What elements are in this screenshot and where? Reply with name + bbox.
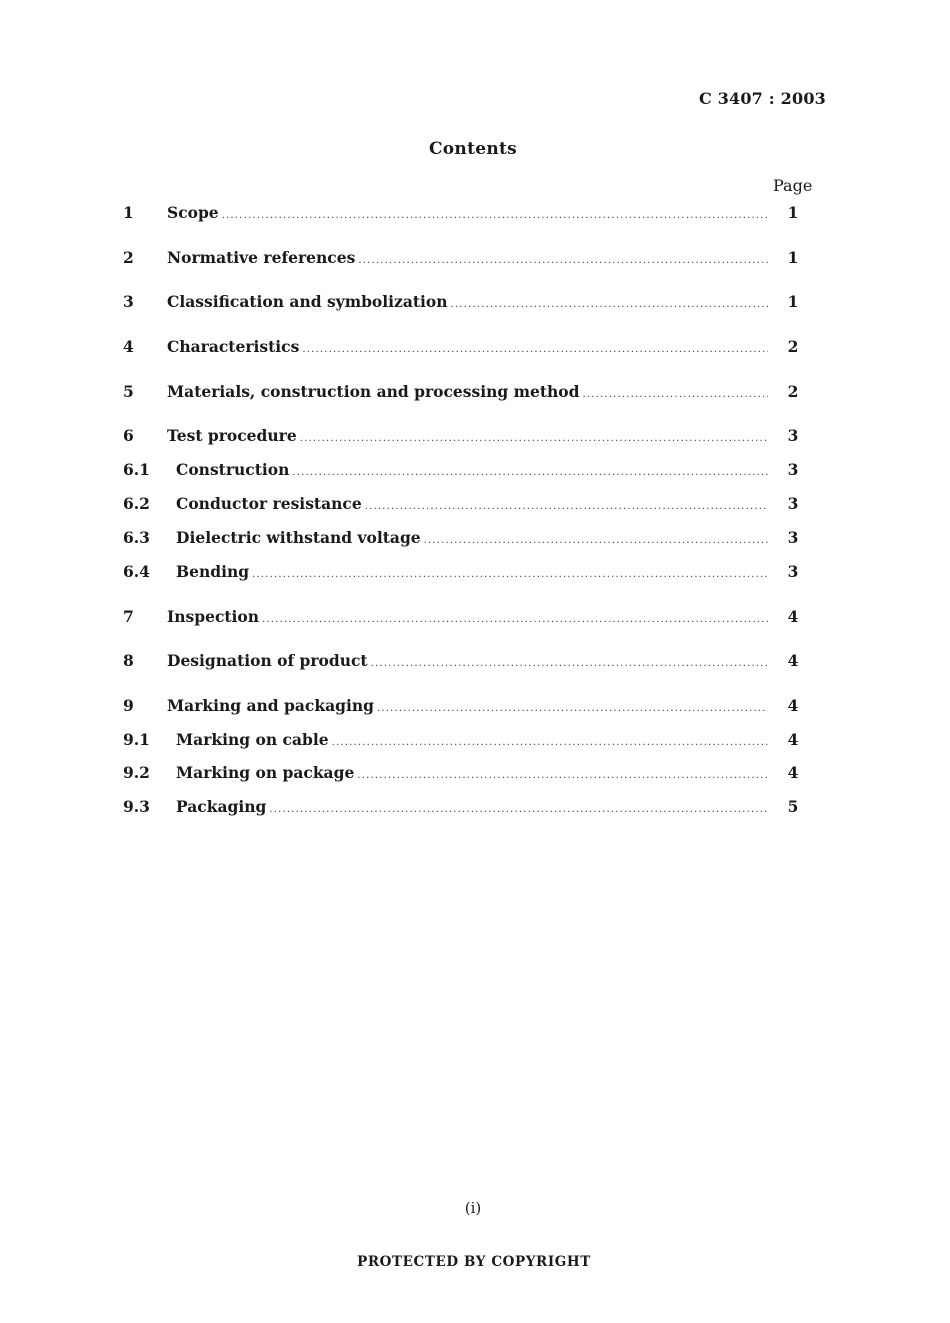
contents-heading: Contents: [428, 139, 518, 159]
toc-entry-7[interactable]: [123, 605, 813, 629]
toc-entry-title: Characteristics: [167, 337, 300, 356]
dot-leader: [451, 293, 768, 317]
toc-entry-title: Normative references: [167, 248, 356, 267]
page-column-label: Page: [773, 176, 813, 195]
toc-entry-page: 1: [787, 203, 799, 222]
toc-entry-number: 8: [123, 651, 134, 670]
toc-entry-title: Inspection: [167, 607, 260, 626]
dot-leader: [302, 338, 768, 362]
dot-leader: [300, 427, 768, 451]
toc-entry-page: 1: [787, 292, 799, 311]
toc-entry-number: 6: [123, 426, 134, 445]
dot-leader: [252, 563, 768, 587]
toc-entry-title: Marking on cable: [176, 730, 329, 749]
toc-entry-9[interactable]: [123, 694, 813, 718]
toc-entry-page: 4: [787, 607, 799, 626]
toc-entry-title: Bending: [176, 562, 250, 581]
dot-leader: [357, 764, 768, 788]
toc-entry-title: Test procedure: [167, 426, 297, 445]
toc-entry-page: 5: [787, 797, 799, 816]
toc-entry-1[interactable]: [123, 201, 813, 225]
toc-entry-title: Marking on package: [176, 763, 355, 782]
toc-entry-title: Marking and packaging: [167, 696, 374, 715]
toc-entry-title: Classification and symbolization: [167, 292, 448, 311]
dot-leader: [292, 461, 768, 485]
toc-entry-title: Designation of product: [167, 651, 368, 670]
toc-entry-number: 7: [123, 607, 134, 626]
document-identifier: C 3407 : 2003: [698, 89, 826, 108]
toc-entry-page: 2: [787, 337, 799, 356]
dot-leader: [262, 608, 768, 632]
toc-entry-number: 6.1: [123, 460, 150, 479]
toc-entry-2[interactable]: [123, 246, 813, 270]
toc-entry-page: 2: [787, 382, 799, 401]
toc-entry-page: 4: [787, 651, 799, 670]
toc-entry-page: 3: [787, 528, 799, 547]
toc-entry-number: 4: [123, 337, 134, 356]
dot-leader: [582, 383, 768, 407]
toc-entry-9-2[interactable]: [123, 761, 813, 785]
toc-entry-number: 1: [123, 203, 134, 222]
toc-entry-page: 3: [787, 460, 799, 479]
dot-leader: [424, 529, 768, 553]
toc-entry-number: 3: [123, 292, 134, 311]
toc-entry-9-1[interactable]: [123, 728, 813, 752]
toc-entry-number: 5: [123, 382, 134, 401]
dot-leader: [358, 249, 768, 273]
copyright-notice: PROTECTED BY COPYRIGHT: [357, 1254, 591, 1270]
toc-entry-number: 9.2: [123, 763, 150, 782]
toc-entry-9-3[interactable]: [123, 795, 813, 819]
toc-entry-6[interactable]: [123, 424, 813, 448]
toc-entry-title: Conductor resistance: [176, 494, 362, 513]
toc-entry-6-1[interactable]: [123, 458, 813, 482]
toc-entry-number: 2: [123, 248, 134, 267]
toc-entry-page: 4: [787, 730, 799, 749]
toc-entry-6-3[interactable]: [123, 526, 813, 550]
toc-entry-page: 3: [787, 426, 799, 445]
toc-entry-number: 9.3: [123, 797, 150, 816]
toc-entry-5[interactable]: [123, 380, 813, 404]
toc-entry-title: Construction: [176, 460, 290, 479]
dot-leader: [377, 697, 768, 721]
dot-leader: [222, 204, 768, 228]
toc-entry-title: Materials, construction and processing method: [167, 382, 580, 401]
toc-entry-number: 6.2: [123, 494, 150, 513]
toc-entry-8[interactable]: [123, 649, 813, 673]
page-folio: (i): [464, 1199, 482, 1217]
dot-leader: [371, 652, 768, 676]
toc-entry-page: 3: [787, 562, 799, 581]
dot-leader: [365, 495, 768, 519]
toc-entry-title: Dielectric withstand voltage: [176, 528, 421, 547]
toc-entry-number: 9: [123, 696, 134, 715]
toc-entry-title: Packaging: [176, 797, 267, 816]
toc-entry-6-2[interactable]: [123, 492, 813, 516]
toc-entry-page: 4: [787, 696, 799, 715]
toc-entry-number: 6.4: [123, 562, 150, 581]
toc-entry-title: Scope: [167, 203, 219, 222]
toc-entry-number: 9.1: [123, 730, 150, 749]
toc-entry-4[interactable]: [123, 335, 813, 359]
toc-entry-page: 1: [787, 248, 799, 267]
toc-entry-number: 6.3: [123, 528, 150, 547]
dot-leader: [332, 731, 768, 755]
toc-entry-page: 4: [787, 763, 799, 782]
toc-entry-6-4[interactable]: [123, 560, 813, 584]
dot-leader: [269, 798, 768, 822]
toc-entry-3[interactable]: [123, 290, 813, 314]
toc-entry-page: 3: [787, 494, 799, 513]
